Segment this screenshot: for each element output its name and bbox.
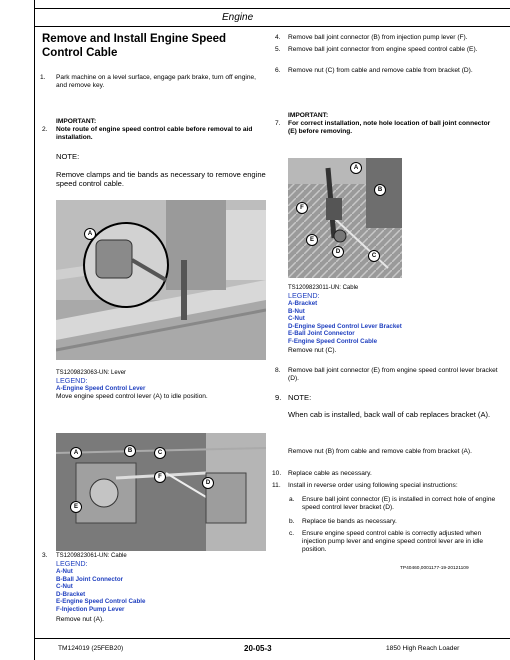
footer-page-number: 20-05-3 bbox=[244, 644, 272, 653]
note-label: NOTE: bbox=[56, 152, 80, 161]
step-4-text: Remove ball joint connector (B) from injection pump lever (F). bbox=[288, 34, 468, 41]
callout-e: E bbox=[70, 501, 82, 513]
legend-item: F-Injection Pump Lever bbox=[56, 605, 125, 613]
step-number: 4. bbox=[275, 34, 281, 41]
step-1-text: Park machine on a level surface, engage park brake, turn off engine, and remove key. bbox=[56, 74, 257, 89]
step-number: 6. bbox=[275, 67, 281, 74]
callout-c: C bbox=[368, 250, 380, 262]
legend-item: B-Ball Joint Connector bbox=[56, 575, 124, 583]
figure-id: TS1209823063-UN: Lever bbox=[56, 370, 127, 376]
header-rule bbox=[34, 26, 510, 27]
reference-code: TP40460,0001177-19-20121109 bbox=[400, 566, 469, 571]
bracket-photo bbox=[288, 158, 402, 278]
callout-b: B bbox=[374, 184, 386, 196]
legend-item: B-Nut bbox=[288, 307, 305, 315]
step-number: 11. bbox=[272, 482, 281, 489]
lever-photo bbox=[56, 200, 266, 360]
callout-a: A bbox=[84, 228, 96, 240]
step-number: 8. bbox=[275, 367, 281, 374]
important-label: IMPORTANT: bbox=[288, 112, 329, 119]
legend-title: LEGEND: bbox=[288, 291, 320, 300]
step-6-text: Remove nut (C) from cable and remove cable from bracket (D). bbox=[288, 67, 473, 74]
step-number: 2. bbox=[42, 126, 48, 133]
step-number: 5. bbox=[275, 46, 281, 53]
substep-letter: b. bbox=[289, 518, 295, 525]
legend-item: A-Engine Speed Control Lever bbox=[56, 385, 146, 392]
step-10-text: Replace cable as necessary. bbox=[288, 470, 372, 477]
legend-title: LEGEND: bbox=[56, 559, 88, 568]
figure-caption: Move engine speed control lever (A) to idle position. bbox=[56, 393, 208, 400]
legend-item: C-Nut bbox=[288, 315, 305, 323]
callout-f: F bbox=[154, 471, 166, 483]
step-number: 10. bbox=[272, 470, 282, 477]
callout-b: B bbox=[124, 445, 136, 457]
callout-d: D bbox=[202, 477, 214, 489]
legend-item: D-Bracket bbox=[56, 590, 86, 598]
legend-item: E-Ball Joint Connector bbox=[288, 330, 355, 338]
callout-a: A bbox=[70, 447, 82, 459]
footer-doc-id: TM124019 (25FEB20) bbox=[58, 645, 124, 652]
lever-photo-drawing bbox=[56, 200, 266, 360]
step-number: 3. bbox=[42, 552, 48, 559]
step-11-text: Install in reverse order using following special instructions: bbox=[288, 482, 458, 489]
footer-rule bbox=[34, 638, 510, 639]
figure-id: TS1209823061-UN: Cable bbox=[56, 553, 127, 559]
legend-item: D-Engine Speed Control Lever Bracket bbox=[288, 322, 402, 330]
step-number: 1. bbox=[40, 74, 46, 81]
footer-model: 1850 High Reach Loader bbox=[386, 645, 460, 652]
legend-item: C-Nut bbox=[56, 583, 73, 591]
legend-list bbox=[56, 568, 145, 614]
step-8-text: Remove ball joint connector (E) from engine speed control lever bracket (D). bbox=[288, 367, 498, 382]
substep-b-text: Replace tie bands as necessary. bbox=[302, 518, 397, 525]
section-header: Engine bbox=[222, 12, 254, 23]
substep-letter: a. bbox=[289, 496, 295, 503]
step-number: 9. bbox=[275, 393, 282, 402]
step-9-text: Remove nut (B) from cable and remove cable from bracket (A). bbox=[288, 448, 472, 455]
legend-title: LEGEND: bbox=[56, 376, 88, 385]
left-rule bbox=[34, 0, 35, 660]
bracket-photo-drawing bbox=[288, 158, 402, 278]
important-label: IMPORTANT: bbox=[56, 118, 97, 125]
callout-f: F bbox=[296, 202, 308, 214]
callout-e: E bbox=[306, 234, 318, 246]
top-rule bbox=[34, 8, 510, 9]
callout-c: C bbox=[154, 447, 166, 459]
step-number: 7. bbox=[275, 120, 281, 127]
figure-caption: Remove nut (C). bbox=[288, 347, 337, 354]
substep-letter: c. bbox=[289, 530, 295, 537]
legend-item: A-Bracket bbox=[288, 300, 318, 307]
figure-caption: Remove nut (A). bbox=[56, 616, 105, 623]
note-label: NOTE: bbox=[288, 393, 312, 402]
callout-d: D bbox=[332, 246, 344, 258]
page-title: Remove and Install Engine Speed Control Cable bbox=[42, 33, 227, 59]
figure-id: TS1209823011-UN: Cable bbox=[288, 285, 359, 291]
legend-item: A-Nut bbox=[56, 568, 73, 575]
legend-item: E-Engine Speed Control Cable bbox=[56, 598, 146, 606]
important-text: Note route of engine speed control cable before removal to aid installation. bbox=[56, 126, 253, 141]
note-text: Remove clamps and tie bands as necessary to remove engine speed control cable. bbox=[56, 170, 266, 189]
cable-photo bbox=[56, 433, 266, 551]
step-5-text: Remove ball joint connector from engine speed control cable (E). bbox=[288, 46, 478, 53]
substep-a-text: Ensure ball joint connector (E) is installed in correct hole of engine speed control lever bracket (D). bbox=[302, 496, 496, 511]
substep-c-text: Ensure engine speed control cable is correctly adjusted when injection pump lever and engine speed control lever are in idle position. bbox=[302, 530, 484, 553]
legend-item: F-Engine Speed Control Cable bbox=[288, 337, 378, 345]
important-text: For correct installation, note hole location of ball joint connector (E) before removing. bbox=[288, 120, 491, 135]
callout-a: A bbox=[350, 162, 362, 174]
legend-list bbox=[288, 300, 402, 346]
note-text: When cab is installed, back wall of cab replaces bracket (A). bbox=[288, 410, 491, 419]
